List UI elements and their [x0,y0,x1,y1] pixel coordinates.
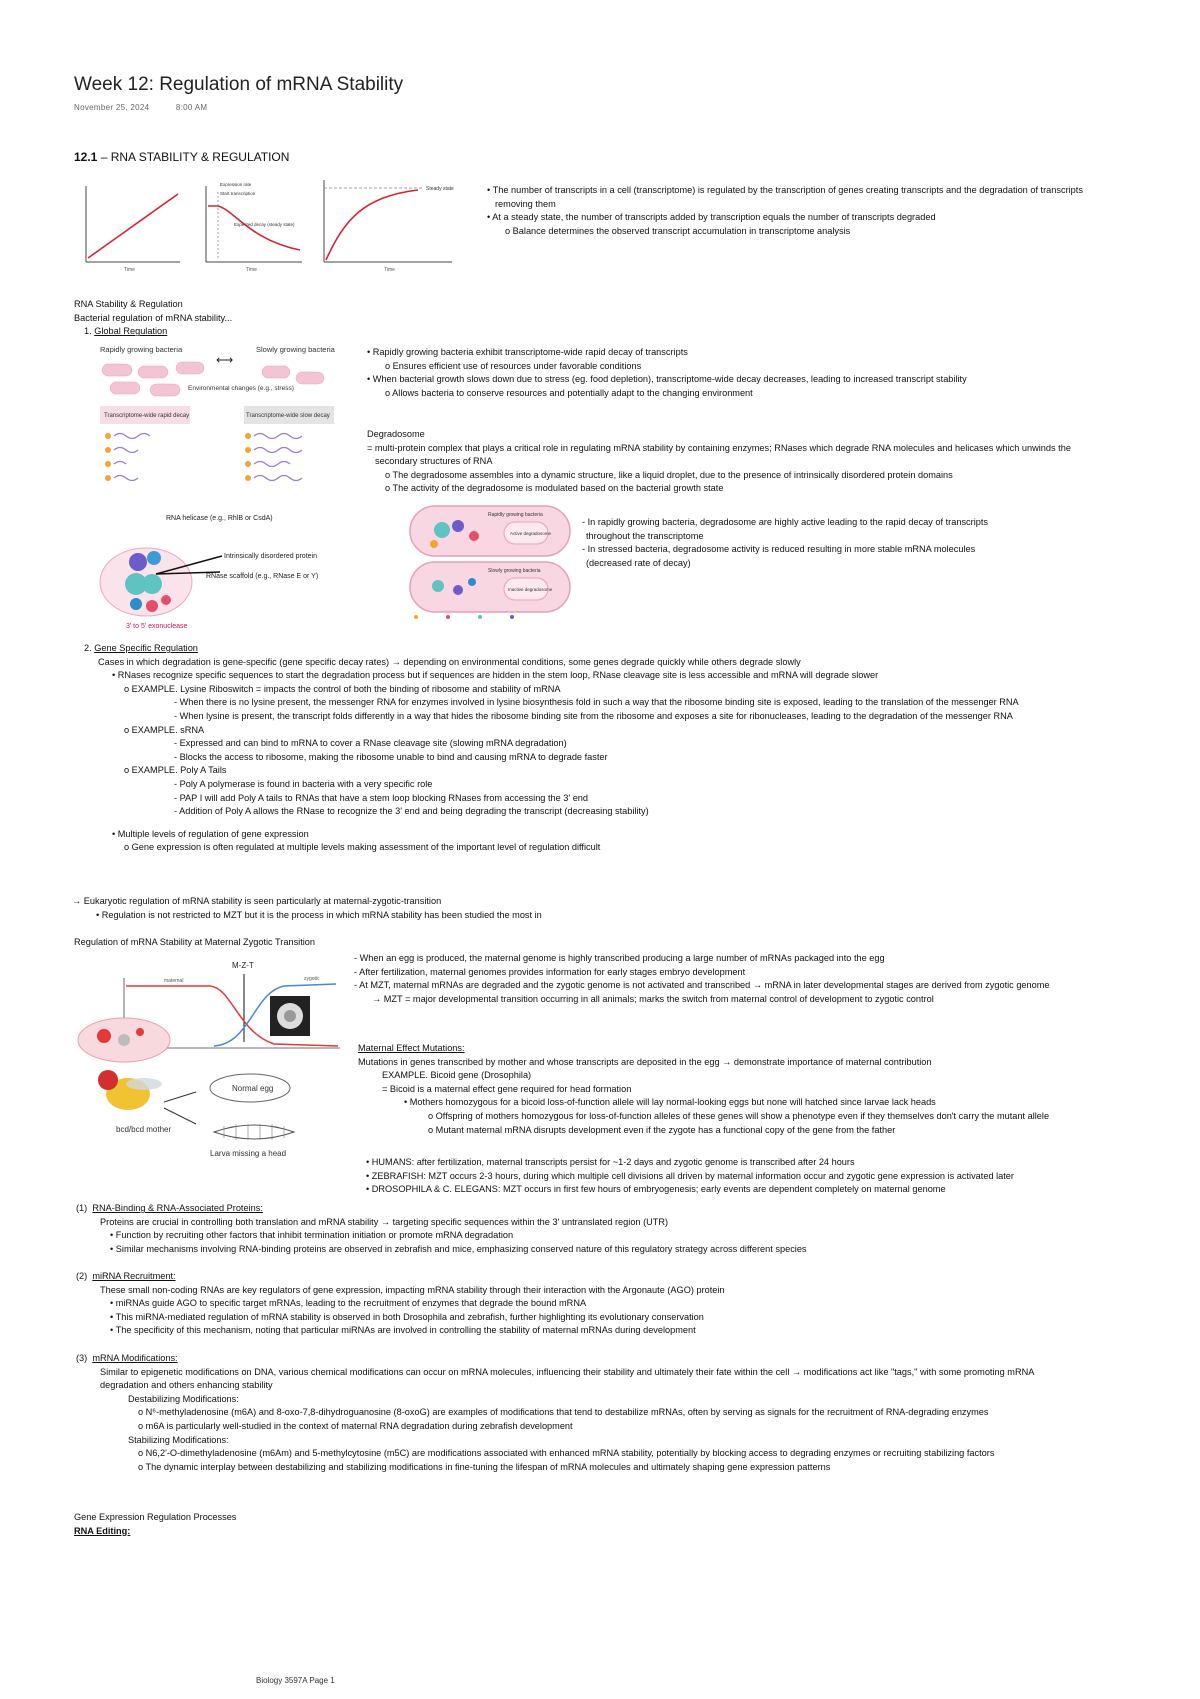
eukaryotic-line: → Eukaryotic regulation of mRNA stability is seen particularly at maternal-zygotic-transition [72,896,442,906]
bullet-line: o Balance determines the observed transcript accumulation in transcriptome analysis [505,225,851,236]
mechanism-num: (1) [76,1203,88,1213]
mem-line: o Offspring of mothers homozygous for loss-of-function alleles of these genes will show a phenotype even if they themselves don't carry the mutant allele [428,1110,1050,1121]
label-helicase: RNA helicase (e.g., RhlB or CsdA) [166,515,273,522]
mzt-line: - After fertilization, maternal genomes provides information for early stages embryo development [354,966,746,977]
eukaryotic-line: • Regulation is not restricted to MZT but it is the process in which mRNA stability has been studied the most in [96,909,542,920]
gene-specific-heading [84,642,1019,656]
date-value: November 25, 2024 [74,103,150,112]
bullet-line: = multi-protein complex that plays a critical role in regulating mRNA stability by containing enzymes; RNases which degrade RNA molecules and helicases which unwinds the [367,442,1071,453]
gene-line: o Gene expression is often regulated at multiple levels making assessment of the important level of regulation difficult [124,842,601,853]
closing-block [74,1511,236,1538]
graph2-label-expression: Expression rate [220,182,252,187]
label-larva: Larva missing a head [210,1149,287,1158]
mechanism-line: Destabilizing Modifications: [128,1393,239,1404]
mechanism-title: mRNA Modifications: [92,1353,178,1363]
mechanism-line: degradation and others enhancing stability [100,1380,273,1391]
mechanism-line: Stabilizing Modifications: [128,1434,229,1445]
label-mzt: M-Z-T [232,961,254,970]
mem-line: • Mothers homozygous for a bicoid loss-of-function allele will lay normal-looking eggs but none will hatched since larvae lack heads [404,1097,936,1108]
bullet-line: • When bacterial growth slows down due to stress (eg. food depletion), transcriptome-wide decay decreases, leading to increased transcript stability [367,374,967,385]
mechanism-line: • miRNAs guide AGO to specific target mRNAs, leading to the recruitment of enzymes that degrade the bound mRNA [110,1298,587,1309]
species-line: • HUMANS: after fertilization, maternal transcripts persist for ~1-2 days and zygotic genome is transcribed after 24 hours [366,1157,855,1167]
mem-line: o Mutant maternal mRNA disrupts development even if the zygote has a functional copy of the gene from the father [428,1124,896,1135]
species-block [366,1156,1014,1197]
mechanism-rna-binding [76,1202,807,1256]
note-line: - In stressed bacteria, degradosome activity is reduced resulting in more stable mRNA molecules [582,544,976,555]
mechanism-line: o m6A is particularly well-studied in the context of maternal RNA degradation during zebrafish development [138,1420,573,1431]
graph-linear-increase [86,186,180,272]
mzt-heading: Regulation of mRNA Stability at Maternal Zygotic Transition [74,937,316,947]
mechanism-line: • The specificity of this mechanism, noting that particular miRNAs are involved in controlling the stability of maternal mRNAs during development [110,1325,696,1336]
time-value: 8:00 AM [175,103,208,112]
section-dash: – [97,150,111,164]
graph2-label-start: Start transcription [220,191,256,196]
graph2-label-expected: Expected decay (steady state) [234,222,295,227]
mechanism-line: o N6,2'-O-dimethyladenosine (m6Am) and 5-methylcytosine (m5C) are modifications associated with enhanced mRNA stability, potentially by blocking access to degrading enzymes or recruiting stabilizing factors [138,1448,995,1459]
mechanism-line: These small non-coding RNAs are key regulators of gene expression, impacting mRNA stability through their interaction with the Argonaute (AGO) protein [100,1284,725,1295]
gene-line: Cases in which degradation is gene-specific (gene specific decay rates) → depending on environmental conditions, some genes degrade quickly while others degrade slowly [98,656,801,667]
note-line: throughout the transcriptome [586,530,704,541]
label-scaffold: RNase scaffold (e.g., RNase E or Y) [206,573,319,580]
gene-line: • Multiple levels of regulation of gene expression [112,828,309,839]
label-maternal: maternal [164,978,184,984]
bullet-line: removing them [495,198,556,209]
label-normal-egg: Normal egg [232,1084,274,1093]
mem-line: = Bicoid is a maternal effect gene required for head formation [382,1083,632,1094]
global-bullets [367,346,967,400]
page-title: Week 12: Regulation of mRNA Stability [74,74,404,95]
degradosome-cell-figure [408,504,578,620]
note-line: (decreased rate of decay) [586,557,691,568]
label-active-degradosome: Active degradosome [510,531,552,536]
mzt-line: - At MZT, maternal mRNAs are degraded and the zygotic genome is not activated and transcribed → mRNA in later developmental stages are derived from zygotic genome [354,980,1050,991]
label-cell-rapid: Rapidly growing bacteria [488,512,543,518]
graph-steady-state [324,180,454,272]
gene-specific-block [84,642,1019,855]
gene-specific-num: 2. [84,643,92,653]
mechanism-line: Proteins are crucial in controlling both translation and mRNA stability → targeting specific sequences within the 3' untranslated region (UTR) [100,1216,669,1227]
mechanism-mirna [76,1270,725,1338]
transcript-level-graphs [74,180,454,272]
global-num: 1. [84,326,92,337]
stability-heading: RNA Stability & Regulation [74,299,183,309]
double-arrow-icon: ⟷ [216,353,234,367]
mzt-notes [354,952,1050,1006]
label-exonuclease: 3' to 5' exonuclease [126,623,188,630]
gene-line: • RNases recognize specific sequences to start the degradation process but if sequences are hidden in the stem loop, RNase cleavage site is less accessible and mRNA will degrade slower [112,670,879,681]
bullet-line: • At a steady state, the number of transcripts added by transcription equals the number of transcripts degraded [487,212,936,223]
bullet-line: • The number of transcripts in a cell (transcriptome) is regulated by the transcription of genes creating transcripts and the degradation of transcripts [487,185,1083,195]
global-regulation-heading [74,325,232,339]
species-line: • DROSOPHILA & C. ELEGANS: MZT occurs in first few hours of embryogenesis; early events are dependent completely on maternal genome [366,1184,946,1195]
mechanism-line: • Function by recruiting other factors that inhibit termination initiation or promote mRNA degradation [110,1230,514,1241]
gene-specific-title: Gene Specific Regulation [94,643,198,653]
mechanism-title: RNA-Binding & RNA-Associated Proteins: [92,1203,263,1213]
label-env-changes: Environmental changes (e.g., stress) [188,385,294,392]
stability-subheading: Bacterial regulation of mRNA stability... [74,312,233,323]
bullet-line: o Ensures efficient use of resources under favorable conditions [385,360,642,371]
graph1-time-label: Time [124,267,135,272]
global-title: Global Regulation [94,326,168,337]
transcriptome-bullets [487,184,1083,238]
label-cell-slow: Slowly growing bacteria [488,568,541,574]
label-slow-bacteria: Slowly growing bacteria [256,345,335,354]
bullet-line: o Allows bacteria to conserve resources and potentially adapt to the changing environment [385,387,753,398]
page-date [74,103,231,112]
label-idp: Intrinsically disordered protein [224,553,317,560]
mechanism-num: (3) [76,1353,88,1363]
note-line: - In rapidly growing bacteria, degradosome are highly active leading to the rapid decay of transcripts [582,517,989,527]
degradosome-title: Degradosome [367,429,425,439]
mechanism-title: miRNA Recruitment: [92,1271,176,1281]
degradosome-structure-figure [96,512,356,632]
maternal-effect-title: Maternal Effect Mutations: [358,1043,465,1053]
mem-line: Mutations in genes transcribed by mother and whose transcripts are deposited in the egg → demonstrate importance of maternal contribution [358,1056,932,1067]
section-heading [74,150,289,164]
gene-line: - When there is no lysine present, the messenger RNA for enzymes involved in lysine biosynthesis fold in such a way that the ribosome binding site is exposed, leading to the translation of the messenger RNA [174,697,1019,708]
gene-line: - PAP I will add Poly A tails to RNAs that have a stem loop blocking RNases from accessing the 3' end [174,792,589,803]
graph3-time-label: Time [384,267,395,272]
species-line: • ZEBRAFISH: MZT occurs 2-3 hours, during which multiple cell divisions all driven by maternal information occur and zygotic gene expression is activated later [366,1170,1014,1181]
gene-line: o EXAMPLE. Lysine Riboswitch = impacts the control of both the binding of ribosome and stability of mRNA [124,683,561,694]
mechanism-line: o The dynamic interplay between destabilizing and stabilizing modifications in fine-tuning the lifespan of mRNA molecules and ultimately shaping gene expression patterns [138,1461,831,1472]
graph3-steady-label: Steady state [426,186,454,192]
gene-line: - When lysine is present, the transcript folds differently in a way that hides the ribosome binding site from the ribosome and exposes a site for ribonucleases, leading to the degradation of the messenger RNA [174,710,1013,721]
mem-line: EXAMPLE. Bicoid gene (Drosophila) [382,1070,532,1081]
gene-line: - Expressed and can bind to mRNA to cover a RNase cleavage site (slowing mRNA degradation) [174,738,567,749]
degradosome-notes [582,516,988,570]
stability-headings [74,298,232,339]
graph2-time-label: Time [246,267,257,272]
gene-line: - Addition of Poly A allows the RNase to recognize the 3' end and being degrading the transcript (decreasing stability) [174,806,649,817]
graph-decay-after-pulse [206,182,302,272]
mechanism-line: Similar to epigenetic modifications on DNA, various chemical modifications can occur on mRNA molecules, influencing their stability and ultimately their fate within the cell → modifications act like "tags," with some promoting mRNA [100,1366,1035,1377]
closing-subheading: RNA Editing: [74,1525,131,1536]
section-number: 12.1 [74,150,98,164]
gene-line: - Blocks the access to ribosome, making the ribosome unable to bind and causing mRNA to degrade faster [174,751,608,762]
page-footer: Biology 3597A Page 1 [256,1676,335,1685]
bullet-line: o The degradosome assembles into a dynamic structure, like a liquid droplet, due to the presence of intrinsically disordered protein domains [385,469,953,480]
mzt-line: → MZT = major developmental transition occurring in all animals; marks the switch from maternal control of development to zygotic control [372,993,934,1004]
mzt-line: - When an egg is produced, the maternal genome is highly transcribed producing a large number of mRNAs packaged into the egg [354,953,885,963]
mechanism-line: o N⁶-methyladenosine (m6A) and 8-oxo-7,8-dihydroguanosine (8-oxoG) are examples of modifications that tend to destabilize mRNAs, often by serving as signals for the recruitment of RNA-degrading enzymes [138,1407,989,1418]
mechanism-line: • This miRNA-mediated regulation of mRNA stability is observed in both Drosophila and zebrafish, further highlighting its evolutionary conservation [110,1311,704,1322]
label-bcd-mother: bcd/bcd mother [116,1125,172,1134]
bullet-line: • Rapidly growing bacteria exhibit transcriptome-wide rapid decay of transcripts [367,347,688,357]
mechanism-num: (2) [76,1271,88,1281]
gene-line: - Poly A polymerase is found in bacteria with a very specific role [174,778,433,789]
bullet-line: o The activity of the degradosome is modulated based on the bacterial growth state [385,483,724,494]
label-rapid-bacteria: Rapidly growing bacteria [100,345,183,354]
mzt-figure [74,952,344,1174]
mechanism-line: • Similar mechanisms involving RNA-binding proteins are observed in zebrafish and mice, emphasizing conserved nature of this regulatory strategy across different species [110,1243,807,1254]
label-zygotic: zygotic [304,976,320,982]
maternal-effect-block [358,1042,1049,1137]
degradosome-block [367,428,1071,496]
label-rapid-decay: Transcriptome-wide rapid decay [104,413,190,419]
gene-line: o EXAMPLE. sRNA [124,724,205,735]
label-inactive-degradosome: Inactive degradosome [508,587,553,592]
section-title: RNA STABILITY & REGULATION [110,150,290,164]
mechanism-modifications [76,1352,1034,1474]
label-slow-decay: Transcriptome-wide slow decay [246,413,330,419]
global-regulation-figure [96,344,356,509]
bullet-line: secondary structures of RNA [375,456,493,467]
gene-line: o EXAMPLE. Poly A Tails [124,765,227,776]
closing-heading: Gene Expression Regulation Processes [74,1512,237,1522]
eukaryotic-block [72,895,542,922]
